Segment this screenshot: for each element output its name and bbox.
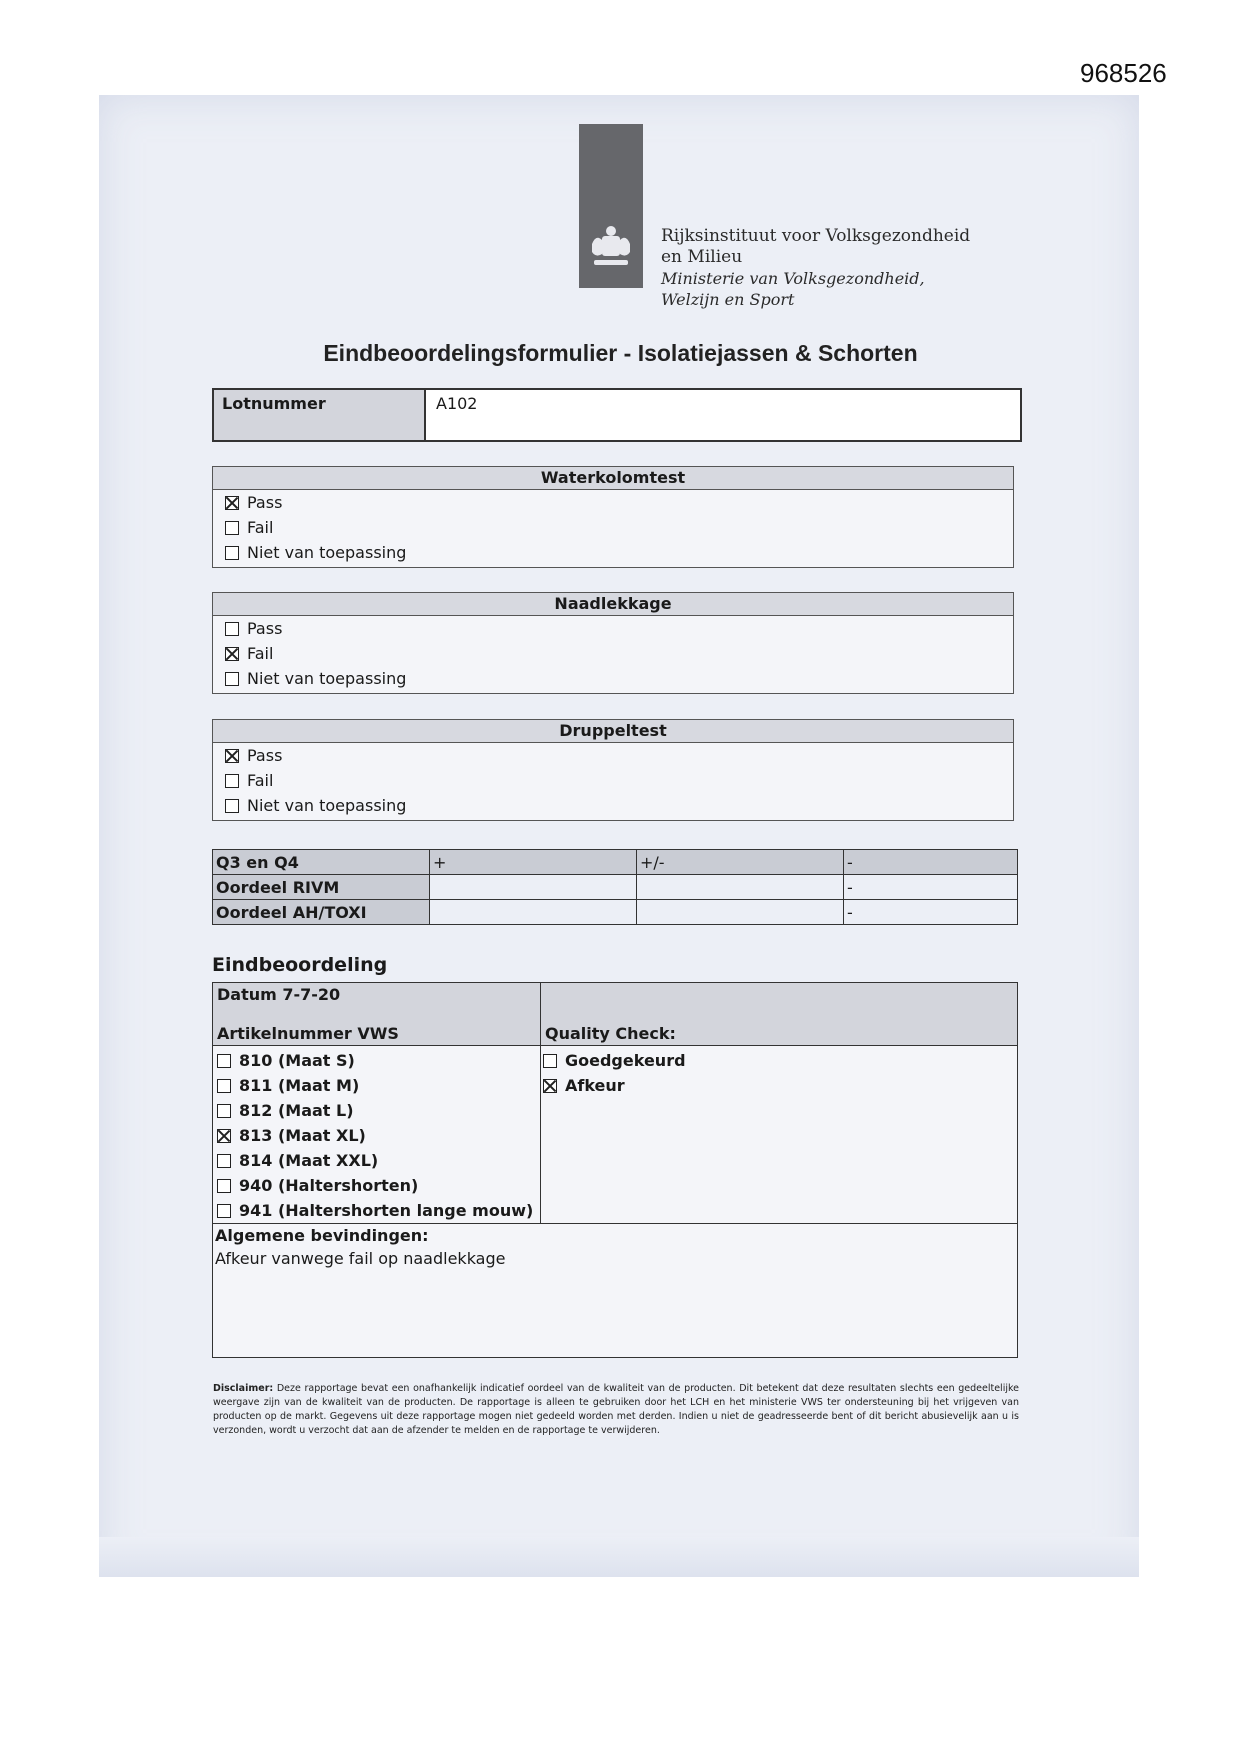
lot-number-value[interactable]: A102: [436, 394, 478, 413]
option-label: 814 (Maat XXL): [239, 1151, 379, 1170]
option-label: 940 (Haltershorten): [239, 1176, 419, 1195]
checkbox[interactable]: [225, 521, 239, 535]
option-label: 810 (Maat S): [239, 1051, 355, 1070]
option-label: Goedgekeurd: [565, 1051, 686, 1070]
row-label: Oordeel AH/TOXI: [213, 900, 430, 925]
lot-number-label: Lotnummer: [214, 390, 426, 440]
option-fail[interactable]: [213, 641, 1013, 666]
cell[interactable]: [637, 875, 844, 900]
cell[interactable]: [430, 900, 637, 925]
checkbox[interactable]: [217, 1129, 231, 1143]
article-option[interactable]: [217, 1148, 533, 1173]
document-number: 968526: [1080, 58, 1167, 88]
option-pass[interactable]: [213, 490, 1013, 515]
article-option[interactable]: [217, 1198, 533, 1223]
cell[interactable]: -: [844, 900, 1018, 925]
test-header: Waterkolomtest: [213, 467, 1013, 490]
date-field[interactable]: Datum 7-7-20: [217, 985, 341, 1004]
row-label: Q3 en Q4: [213, 850, 430, 875]
checkbox[interactable]: [225, 546, 239, 560]
test-naadlekkage: [212, 592, 1014, 694]
findings-label: Algemene bevindingen:: [215, 1226, 429, 1245]
cell: +/-: [637, 850, 844, 875]
checkbox[interactable]: [217, 1154, 231, 1168]
scan-edge: [99, 1537, 1139, 1577]
checkbox[interactable]: [217, 1179, 231, 1193]
form-title: Eindbeoordelingsformulier - Isolatiejassen & Schorten: [323, 340, 918, 366]
quality-option-approved[interactable]: [543, 1048, 686, 1073]
checkbox[interactable]: [225, 647, 239, 661]
checkbox[interactable]: [217, 1104, 231, 1118]
organization-block: [661, 226, 970, 310]
quality-check-list: [543, 1048, 686, 1098]
cell: -: [844, 850, 1018, 875]
option-label: Niet van toepassing: [247, 796, 407, 815]
cell: +: [430, 850, 637, 875]
option-label: 941 (Haltershorten lange mouw): [239, 1201, 534, 1220]
checkbox[interactable]: [225, 774, 239, 788]
checkbox[interactable]: [217, 1054, 231, 1068]
table-row: [213, 850, 1018, 875]
article-option[interactable]: [217, 1173, 533, 1198]
org-name-line1: Rijksinstituut voor Volksgezondheid: [661, 226, 971, 246]
option-not-applicable[interactable]: [213, 540, 1013, 565]
table-row: [213, 875, 1018, 900]
disclaimer-text: Deze rapportage bevat een onafhankelijk indicatief oordeel van de kwaliteit van de producten. Dit betekent dat deze resultaten slechts een gedeeltelijke weergave zijn van de kwaliteit van de producten. De rapportage is alleen te gebruiken door het LCH en het ministerie VWS ter ondersteuning bij het vrijgeven van producten op de markt. Gegevens uit deze rapportage mogen niet gedeeld worden met derden. Indien u niet de geadresseerde bent of dit bericht abusievelijk aan u is verzonden, wordt u verzocht dat aan de afzender te melden en de rapportage te verwijderen.: [213, 1383, 1019, 1436]
checkbox[interactable]: [217, 1204, 231, 1218]
ministry-line1: Ministerie van Volksgezondheid,: [661, 269, 925, 288]
checkbox[interactable]: [225, 496, 239, 510]
option-label: Fail: [247, 644, 274, 663]
checkbox[interactable]: [217, 1079, 231, 1093]
article-header: Artikelnummer VWS: [217, 1024, 399, 1043]
option-label: Niet van toepassing: [247, 669, 407, 688]
cell[interactable]: -: [844, 875, 1018, 900]
quality-check-header: Quality Check:: [545, 1024, 676, 1043]
org-name-line2: en Milieu: [661, 247, 743, 267]
option-label: Pass: [247, 746, 283, 765]
checkbox[interactable]: [543, 1079, 557, 1093]
checkbox[interactable]: [225, 799, 239, 813]
final-assessment-title: Eindbeoordeling: [212, 954, 388, 976]
option-label: 812 (Maat L): [239, 1101, 354, 1120]
option-label: Niet van toepassing: [247, 543, 407, 562]
article-option[interactable]: [217, 1098, 533, 1123]
coat-of-arms-icon: [586, 222, 636, 272]
article-option[interactable]: [217, 1048, 533, 1073]
test-header: Naadlekkage: [213, 593, 1013, 616]
lot-number-row: [212, 388, 1022, 442]
option-label: Fail: [247, 518, 274, 537]
disclaimer: [213, 1382, 1019, 1438]
findings-divider: [213, 1223, 1017, 1224]
option-not-applicable[interactable]: [213, 793, 1013, 818]
checkbox[interactable]: [225, 672, 239, 686]
column-divider: [540, 983, 541, 1223]
option-not-applicable[interactable]: [213, 666, 1013, 691]
test-druppeltest: [212, 719, 1014, 821]
table-row: [213, 900, 1018, 925]
checkbox[interactable]: [543, 1054, 557, 1068]
quality-option-rejected[interactable]: [543, 1073, 686, 1098]
option-label: Fail: [247, 771, 274, 790]
checkbox[interactable]: [225, 749, 239, 763]
cell[interactable]: [430, 875, 637, 900]
cell[interactable]: [637, 900, 844, 925]
option-fail[interactable]: [213, 515, 1013, 540]
option-pass[interactable]: [213, 616, 1013, 641]
option-fail[interactable]: [213, 768, 1013, 793]
article-list: [217, 1048, 533, 1223]
option-label: Afkeur: [565, 1076, 625, 1095]
final-assessment-box: [212, 982, 1018, 1358]
test-waterkolomtest: [212, 466, 1014, 568]
option-label: Pass: [247, 619, 283, 638]
checkbox[interactable]: [225, 622, 239, 636]
quality-table: [212, 849, 1018, 925]
ministry-line2: Welzijn en Sport: [661, 290, 795, 309]
option-pass[interactable]: [213, 743, 1013, 768]
row-label: Oordeel RIVM: [213, 875, 430, 900]
article-option[interactable]: [217, 1123, 533, 1148]
option-label: Pass: [247, 493, 283, 512]
disclaimer-label: Disclaimer:: [213, 1383, 274, 1394]
findings-text[interactable]: Afkeur vanwege fail op naadlekkage: [215, 1249, 506, 1268]
option-label: 813 (Maat XL): [239, 1126, 366, 1145]
test-header: Druppeltest: [213, 720, 1013, 743]
article-option[interactable]: [217, 1073, 533, 1098]
option-label: 811 (Maat M): [239, 1076, 360, 1095]
